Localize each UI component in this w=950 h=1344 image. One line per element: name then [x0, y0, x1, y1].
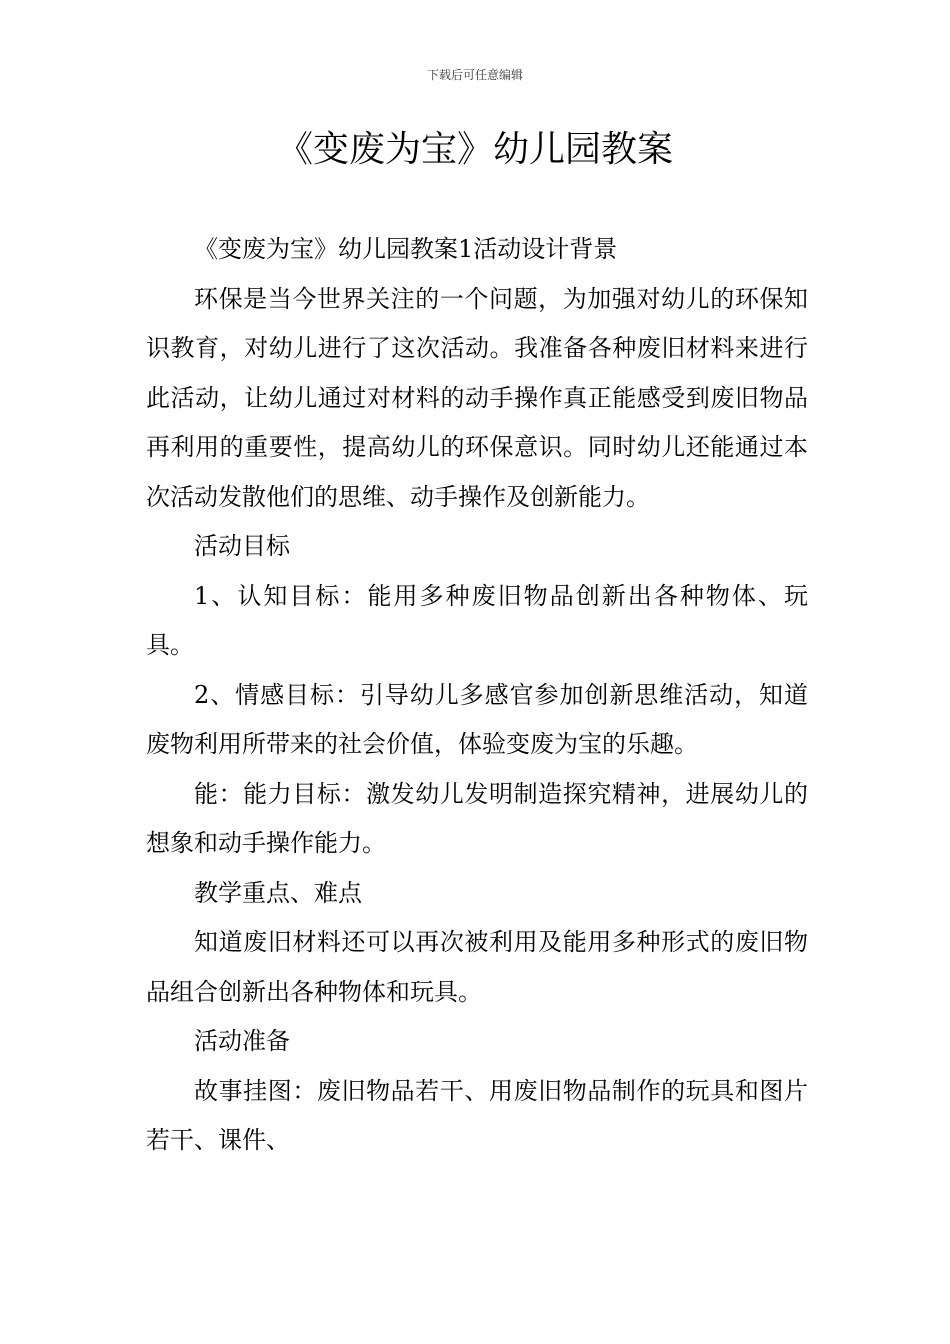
paragraph-preparation: 故事挂图：废旧物品若干、用废旧物品制作的玩具和图片若干、课件、	[146, 1076, 808, 1154]
paragraph-key-points: 知道废旧材料还可以再次被利用及能用多种形式的废旧物品组合创新出各种物体和玩具。	[146, 928, 808, 1006]
paragraph-section-heading: 《变废为宝》幼儿园教案1活动设计背景	[194, 235, 618, 263]
paragraph-goal-ability: 能：能力目标：激发幼儿发明制造探究精神，进展幼儿的想象和动手操作能力。	[146, 779, 808, 857]
header-note: 下载后可任意编辑	[426, 68, 523, 82]
paragraph-preparation-heading: 活动准备	[194, 1027, 290, 1055]
paragraph-goal-emotional: 2、情感目标：引导幼儿多感官参加创新思维活动，知道废物利用所带来的社会价值，体验变废为宝的乐趣。	[146, 680, 808, 758]
paragraph-background: 环保是当今世界关注的一个问题，为加强对幼儿的环保知识教育，对幼儿进行了这次活动。我准备各种废旧材料来进行此活动，让幼儿通过对材料的动手操作真正能感受到废旧物品再利用的重要性，提高幼儿的环保意识。同时幼儿还能通过本次活动发散他们的思维、动手操作及创新能力。	[146, 284, 808, 511]
paragraph-goals-heading: 活动目标	[194, 532, 290, 560]
paragraph-key-points-heading: 教学重点、难点	[194, 878, 362, 907]
paragraph-goal-cognitive: 1、认知目标：能用多种废旧物品创新出各种物体、玩具。	[146, 581, 808, 659]
document-title: 《变废为宝》幼儿园教案	[276, 129, 673, 170]
document-body	[146, 225, 808, 1166]
